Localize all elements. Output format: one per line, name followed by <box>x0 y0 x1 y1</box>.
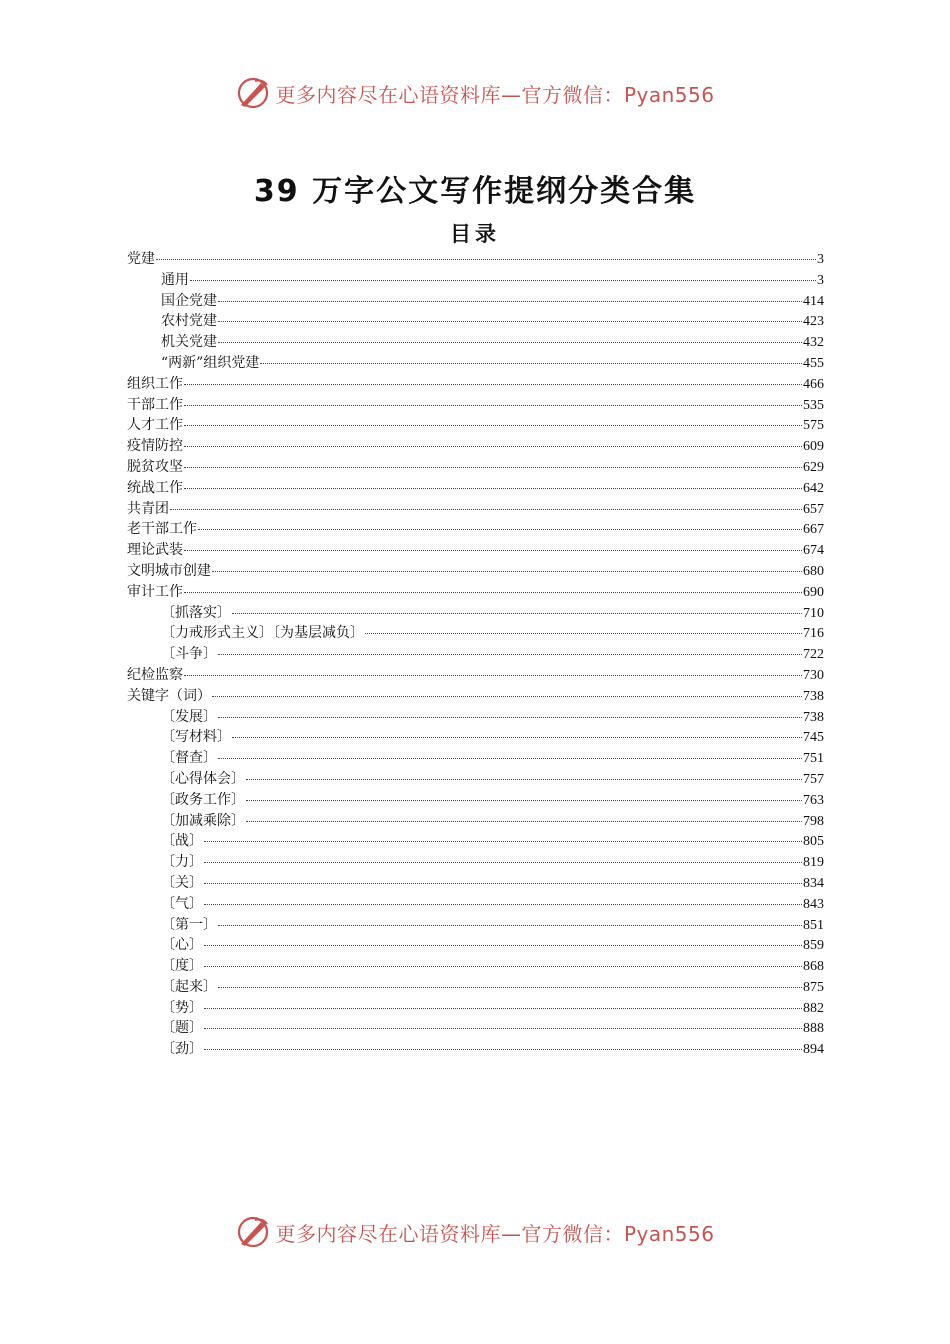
toc-entry-label: 机关党建 <box>161 334 217 351</box>
toc-entry-label: 〔力戒形式主义〕〔为基层减负〕 <box>161 625 364 642</box>
toc-entry-label: 〔战〕 <box>161 833 203 850</box>
toc-entry-page: 834 <box>803 875 824 891</box>
toc-entry[interactable] <box>127 374 824 395</box>
toc-entry-label: 〔心得体会〕 <box>161 770 245 787</box>
toc-entry-page: 642 <box>803 480 824 496</box>
toc-entry-page: 432 <box>803 335 824 351</box>
toc-leader-dots <box>232 737 802 738</box>
toc-entry-label: 〔发展〕 <box>161 708 217 725</box>
toc-entry-label: 组织工作 <box>127 375 183 392</box>
toc-leader-dots <box>218 925 802 926</box>
toc-entry[interactable] <box>127 873 824 894</box>
toc-leader-dots <box>184 550 802 551</box>
toc-entry-page: 667 <box>803 522 824 538</box>
toc-entry-label: 〔关〕 <box>161 874 203 891</box>
toc-entry[interactable] <box>127 894 824 915</box>
table-of-contents <box>127 249 824 1060</box>
toc-entry-page: 414 <box>803 293 824 309</box>
toc-leader-dots <box>212 571 802 572</box>
toc-entry[interactable] <box>127 852 824 873</box>
toc-leader-dots <box>204 862 802 863</box>
toc-entry[interactable] <box>127 249 824 270</box>
toc-entry[interactable] <box>127 935 824 956</box>
toc-leader-dots <box>218 342 802 343</box>
toc-entry[interactable] <box>127 499 824 520</box>
toc-entry-label: 〔政务工作〕 <box>161 791 245 808</box>
toc-entry-label: 纪检监察 <box>127 666 183 683</box>
toc-leader-dots <box>204 841 802 842</box>
toc-entry-page: 798 <box>803 813 824 829</box>
toc-entry[interactable] <box>127 998 824 1019</box>
toc-entry[interactable] <box>127 415 824 436</box>
toc-entry-page: 3 <box>817 272 824 288</box>
toc-entry[interactable] <box>127 623 824 644</box>
toc-entry[interactable] <box>127 353 824 374</box>
toc-leader-dots <box>184 384 802 385</box>
toc-entry-label: 〔势〕 <box>161 999 203 1016</box>
toc-entry[interactable] <box>127 478 824 499</box>
toc-entry-label: 〔斗争〕 <box>161 646 217 663</box>
toc-entry-label: 党建 <box>127 251 155 267</box>
toc-entry[interactable] <box>127 270 824 291</box>
toc-entry-label: 〔加减乘除〕 <box>161 812 245 829</box>
toc-leader-dots <box>184 405 802 406</box>
toc-entry[interactable] <box>127 831 824 852</box>
toc-leader-dots <box>204 1028 802 1029</box>
toc-entry-label: 农村党建 <box>161 313 217 330</box>
toc-entry-page: 745 <box>803 730 824 746</box>
toc-entry-page: 882 <box>803 1000 824 1016</box>
toc-entry-page: 851 <box>803 917 824 933</box>
toc-entry[interactable] <box>127 603 824 624</box>
toc-entry-page: 609 <box>803 439 824 455</box>
toc-entry-label: 脱贫攻坚 <box>127 458 183 475</box>
toc-entry-page: 868 <box>803 959 824 975</box>
toc-entry-label: 关键字（词） <box>127 687 211 704</box>
toc-entry-page: 674 <box>803 543 824 559</box>
toc-entry-page: 805 <box>803 834 824 850</box>
toc-entry[interactable] <box>127 332 824 353</box>
toc-leader-dots <box>365 633 802 634</box>
header-banner <box>0 73 950 113</box>
toc-leader-dots <box>232 613 802 614</box>
toc-leader-dots <box>184 446 802 447</box>
toc-leader-dots <box>246 779 802 780</box>
toc-leader-dots <box>218 987 802 988</box>
toc-entry-label: 〔题〕 <box>161 1020 203 1037</box>
header-banner-text: 更多内容尽在心语资料库—官方微信：Pyan556 <box>275 82 715 107</box>
toc-entry[interactable] <box>127 748 824 769</box>
toc-leader-dots <box>212 696 802 697</box>
toc-leader-dots <box>204 904 802 905</box>
toc-entry[interactable] <box>127 727 824 748</box>
toc-leader-dots <box>260 363 802 364</box>
toc-entry-label: 通用 <box>161 271 189 288</box>
toc-leader-dots <box>204 1008 802 1009</box>
pen-circle-icon <box>235 1214 271 1250</box>
toc-entry[interactable] <box>127 644 824 665</box>
toc-leader-dots <box>198 529 802 530</box>
toc-entry-label: 〔督查〕 <box>161 750 217 767</box>
toc-entry[interactable] <box>127 1018 824 1039</box>
footer-banner <box>0 1212 950 1252</box>
toc-entry-page: 875 <box>803 979 824 995</box>
toc-entry-page: 535 <box>803 397 824 413</box>
footer-banner-text: 更多内容尽在心语资料库—官方微信：Pyan556 <box>275 1221 715 1246</box>
toc-entry-page: 757 <box>803 771 824 787</box>
toc-entry-label: 〔劲〕 <box>161 1041 203 1058</box>
toc-entry-page: 575 <box>803 418 824 434</box>
toc-entry[interactable] <box>127 790 824 811</box>
toc-entry-label: “两新”组织党建 <box>161 354 260 371</box>
toc-entry-page: 690 <box>803 584 824 600</box>
toc-leader-dots <box>190 280 816 281</box>
toc-entry-page: 843 <box>803 896 824 912</box>
toc-entry-page: 738 <box>803 688 824 704</box>
toc-entry-page: 751 <box>803 751 824 767</box>
toc-entry[interactable] <box>127 915 824 936</box>
toc-leader-dots <box>204 966 802 967</box>
toc-entry-page: 716 <box>803 626 824 642</box>
toc-leader-dots <box>218 758 802 759</box>
toc-entry[interactable] <box>127 561 824 582</box>
toc-entry-page: 888 <box>803 1021 824 1037</box>
toc-entry-page: 680 <box>803 563 824 579</box>
toc-entry-label: 理论武装 <box>127 542 183 559</box>
toc-entry-label: 〔写材料〕 <box>161 729 231 746</box>
toc-entry-page: 722 <box>803 647 824 663</box>
toc-entry[interactable] <box>127 686 824 707</box>
toc-leader-dots <box>218 301 802 302</box>
toc-entry-label: 〔度〕 <box>161 958 203 975</box>
toc-entry-page: 466 <box>803 376 824 392</box>
toc-entry[interactable] <box>127 811 824 832</box>
toc-entry-label: 老干部工作 <box>127 521 197 538</box>
toc-entry-page: 455 <box>803 355 824 371</box>
toc-entry-page: 629 <box>803 459 824 475</box>
toc-entry[interactable] <box>127 395 824 416</box>
toc-entry[interactable] <box>127 311 824 332</box>
toc-leader-dots <box>218 717 802 718</box>
toc-entry-page: 894 <box>803 1042 824 1058</box>
toc-leader-dots <box>218 654 802 655</box>
toc-entry-label: 审计工作 <box>127 583 183 600</box>
toc-entry-label: 共青团 <box>127 500 169 517</box>
toc-entry[interactable] <box>127 436 824 457</box>
toc-entry-label: 〔抓落实〕 <box>161 604 231 621</box>
toc-heading: 目录 <box>450 221 500 246</box>
toc-leader-dots <box>246 800 802 801</box>
toc-entry-page: 819 <box>803 855 824 871</box>
toc-leader-dots <box>156 259 816 260</box>
toc-entry-label: 统战工作 <box>127 479 183 496</box>
toc-leader-dots <box>184 467 802 468</box>
toc-entry[interactable] <box>127 519 824 540</box>
toc-entry[interactable] <box>127 540 824 561</box>
toc-entry-page: 763 <box>803 792 824 808</box>
toc-leader-dots <box>184 488 802 489</box>
toc-entry[interactable] <box>127 956 824 977</box>
toc-entry[interactable] <box>127 977 824 998</box>
toc-leader-dots <box>184 592 802 593</box>
toc-entry-label: 〔第一〕 <box>161 916 217 933</box>
toc-entry-label: 文明城市创建 <box>127 562 211 579</box>
toc-entry-page: 859 <box>803 938 824 954</box>
toc-leader-dots <box>204 1049 802 1050</box>
toc-leader-dots <box>184 675 802 676</box>
toc-entry-page: 730 <box>803 667 824 683</box>
toc-entry-page: 657 <box>803 501 824 517</box>
toc-entry-page: 423 <box>803 314 824 330</box>
pen-circle-icon <box>235 75 271 111</box>
toc-entry-page: 3 <box>817 252 824 267</box>
toc-entry[interactable] <box>127 769 824 790</box>
toc-entry-label: 〔气〕 <box>161 895 203 912</box>
toc-entry-page: 738 <box>803 709 824 725</box>
toc-leader-dots <box>204 945 802 946</box>
toc-entry[interactable] <box>127 457 824 478</box>
toc-entry[interactable] <box>127 665 824 686</box>
toc-leader-dots <box>204 883 802 884</box>
toc-leader-dots <box>246 821 802 822</box>
toc-entry[interactable] <box>127 1039 824 1060</box>
toc-leader-dots <box>218 321 802 322</box>
toc-entry-label: 〔力〕 <box>161 854 203 871</box>
toc-entry[interactable] <box>127 291 824 312</box>
document-title: 39 万字公文写作提纲分类合集 <box>253 174 697 209</box>
toc-entry-label: 〔心〕 <box>161 937 203 954</box>
toc-entry-label: 〔起来〕 <box>161 978 217 995</box>
toc-entry[interactable] <box>127 707 824 728</box>
toc-leader-dots <box>170 509 802 510</box>
toc-entry[interactable] <box>127 582 824 603</box>
toc-entry-label: 干部工作 <box>127 396 183 413</box>
toc-entry-label: 人才工作 <box>127 417 183 434</box>
toc-entry-label: 疫情防控 <box>127 438 183 455</box>
toc-entry-label: 国企党建 <box>161 292 217 309</box>
toc-leader-dots <box>184 425 802 426</box>
toc-entry-page: 710 <box>803 605 824 621</box>
